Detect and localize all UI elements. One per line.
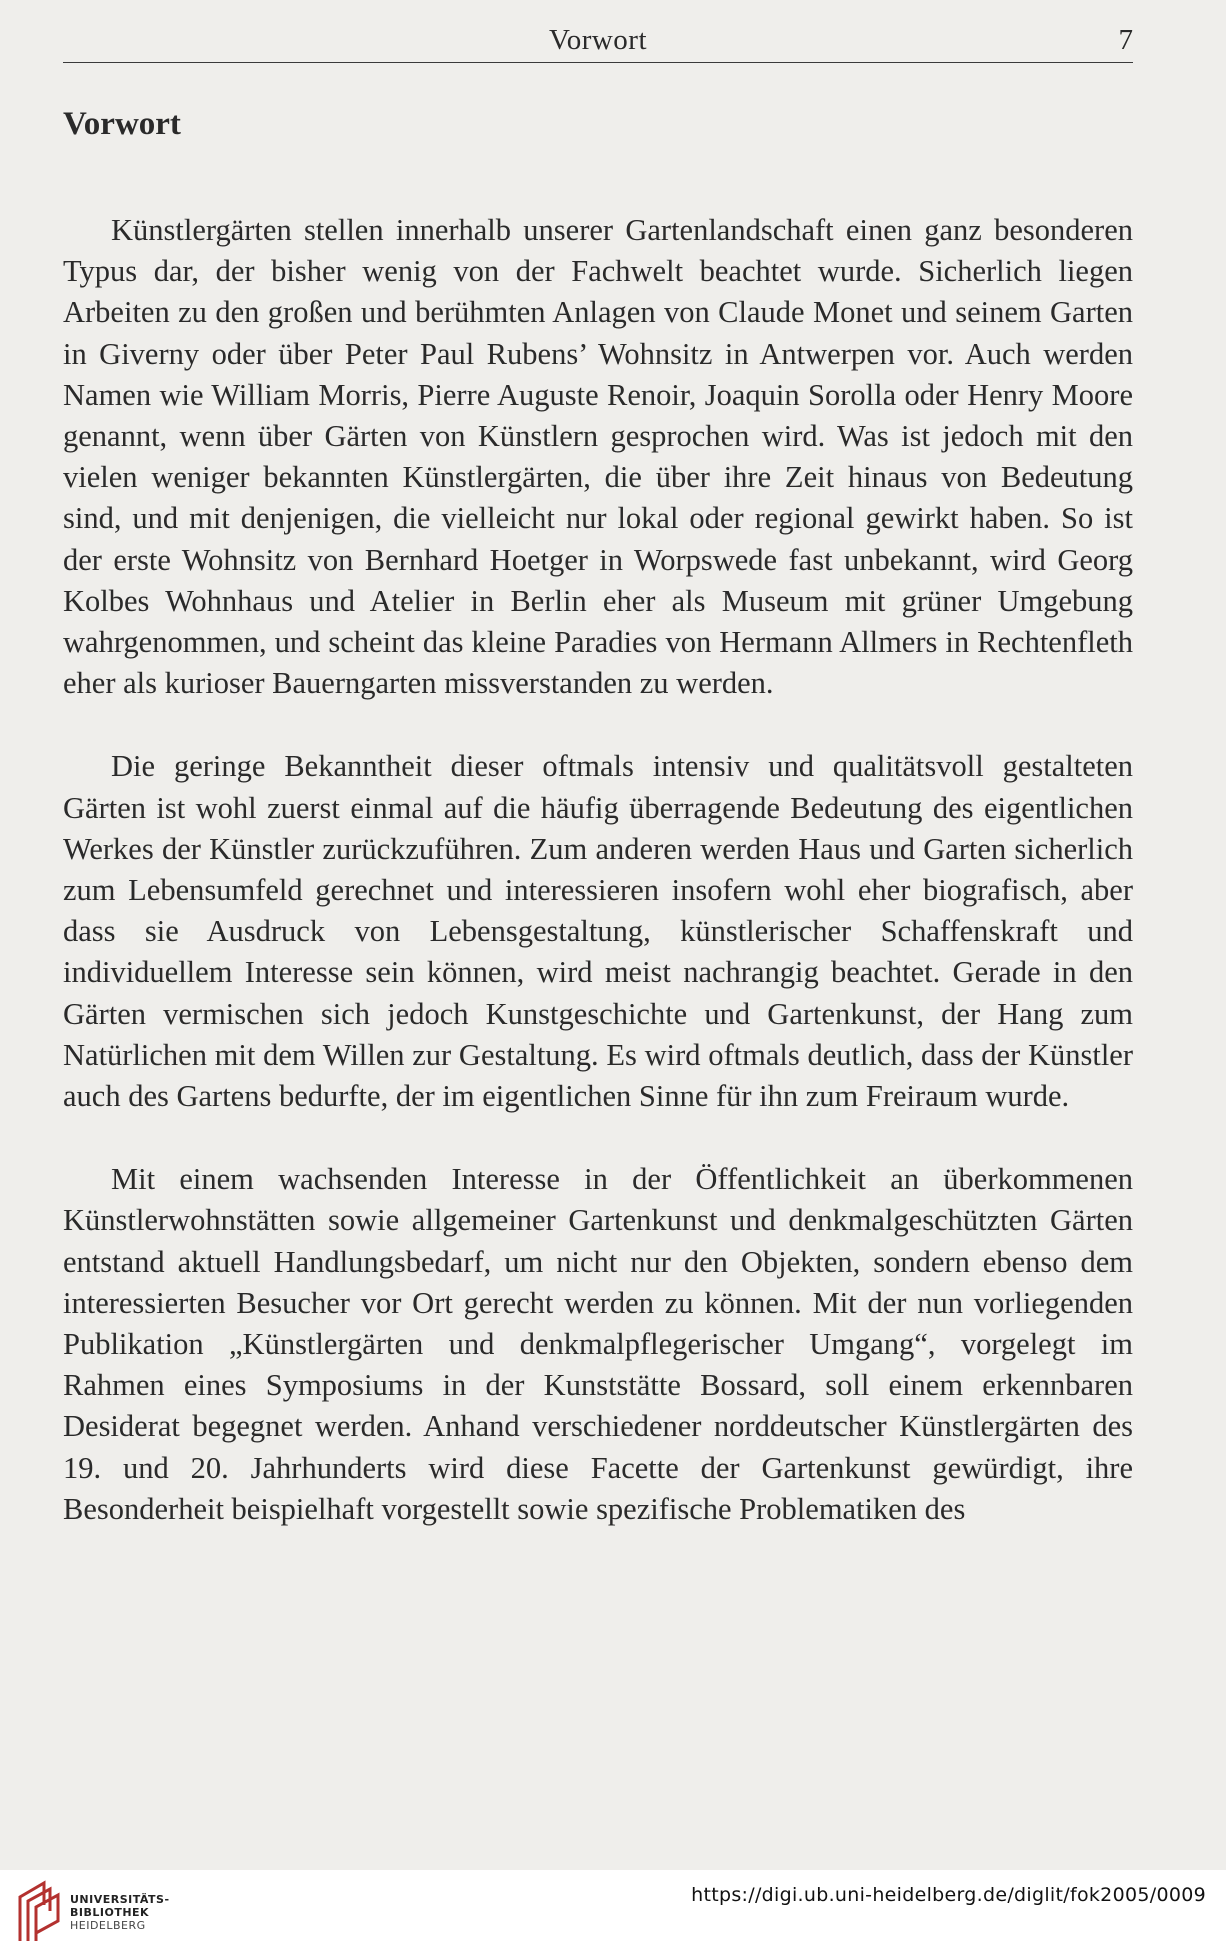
page-number: 7 xyxy=(1118,24,1133,56)
running-header-title: Vorwort xyxy=(548,24,648,56)
paragraph-1: Künstlergärten stellen innerhalb unserer Gartenlandschaft einen ganz besonderen Typus dar, der bisher wenig von der Fachwelt beachtet wurde. Sicherlich liegen Arbeiten zu den großen und berühmten Anlagen von Claude Monet und seinem Garten in Giverny oder über Peter Paul Rubens’ Wohnsitz in Antwerpen vor. Auch werden Namen wie William Morris, Pierre Auguste Renoir, Joaquin Sorolla oder Henry Moore genannt, wenn über Gärten von Künstlern gesprochen wird. Was ist jedoch mit den vielen weniger bekannten Künstlergärten, die über ihre Zeit hinaus von Bedeutung sind, und mit denjenigen, die vielleicht nur lokal oder regional gewirkt haben. So ist der erste Wohnsitz von Bernhard Hoetger in Worpswede fast unbekannt, wird Georg Kolbes Wohnhaus und Atelier in Berlin eher als Museum mit grüner Umgebung wahrgenommen, und scheint das kleine Paradies von Hermann Allmers in Rechtenfleth eher als kurioser Bauerngarten missverstanden zu werden. xyxy=(63,213,1133,701)
library-logo-icon[interactable] xyxy=(14,1875,64,1945)
paragraph-3: Mit einem wachsenden Interesse in der Öffentlichkeit an überkommenen Künstlerwohnstätten sowie allgemeiner Gartenkunst und denkmalgeschützten Gärten entstand aktuell Handlungsbedarf, um nicht nur den Objekten, sondern ebenso dem interessierten Besucher vor Ort gerecht werden zu können. Mit der nun vorliegenden Publikation „Künstlergärten und denkmalpflegerischer Umgang“, vorgelegt im Rahmen eines Symposiums in der Kunststätte Bossard, soll einem erkennbaren Desiderat begegnet werden. Anhand verschiedener norddeutscher Künstlergärten des 19. und 20. Jahrhunderts wird diese Facette der Gartenkunst gewürdigt, ihre Besonderheit beispielhaft vorgestellt sowie spezifische Problematiken des xyxy=(63,1162,1133,1526)
source-url-link[interactable]: https://digi.ub.uni-heidelberg.de/diglit/fok2005/0009 xyxy=(691,1884,1206,1906)
section-heading: Vorwort xyxy=(63,106,181,142)
library-logo-text xyxy=(70,1893,170,1932)
body-text xyxy=(63,210,1133,1572)
running-header xyxy=(63,22,1133,63)
paragraph-2: Die geringe Bekanntheit dieser oftmals intensiv und qualitätsvoll gestalteten Gärten ist wohl zuerst einmal auf die häufig überragende Bedeutung des eigentlichen Werkes der Künstler zurückzuführen. Zum anderen werden Haus und Garten sicherlich zum Lebensumfeld gerechnet und interessieren insofern wohl eher biografisch, aber dass sie Ausdruck von Lebensgestaltung, künstlerischer Schaffenskraft und individuellem Interesse sein können, wird meist nachrangig beachtet. Gerade in den Gärten vermischen sich jedoch Kunstgeschichte und Gartenkunst, der Hang zum Natürlichen mit dem Willen zur Gestaltung. Es wird oftmals deutlich, dass der Künstler auch des Gartens bedurfte, der im eigentlichen Sinne für ihn zum Freiraum wurde. xyxy=(63,749,1133,1114)
logo-line-1: UNIVERSITÄTS- xyxy=(70,1893,170,1906)
logo-line-3: HEIDELBERG xyxy=(70,1919,146,1932)
footer-bar xyxy=(0,1870,1226,1955)
logo-line-2: BIBLIOTHEK xyxy=(70,1906,150,1919)
